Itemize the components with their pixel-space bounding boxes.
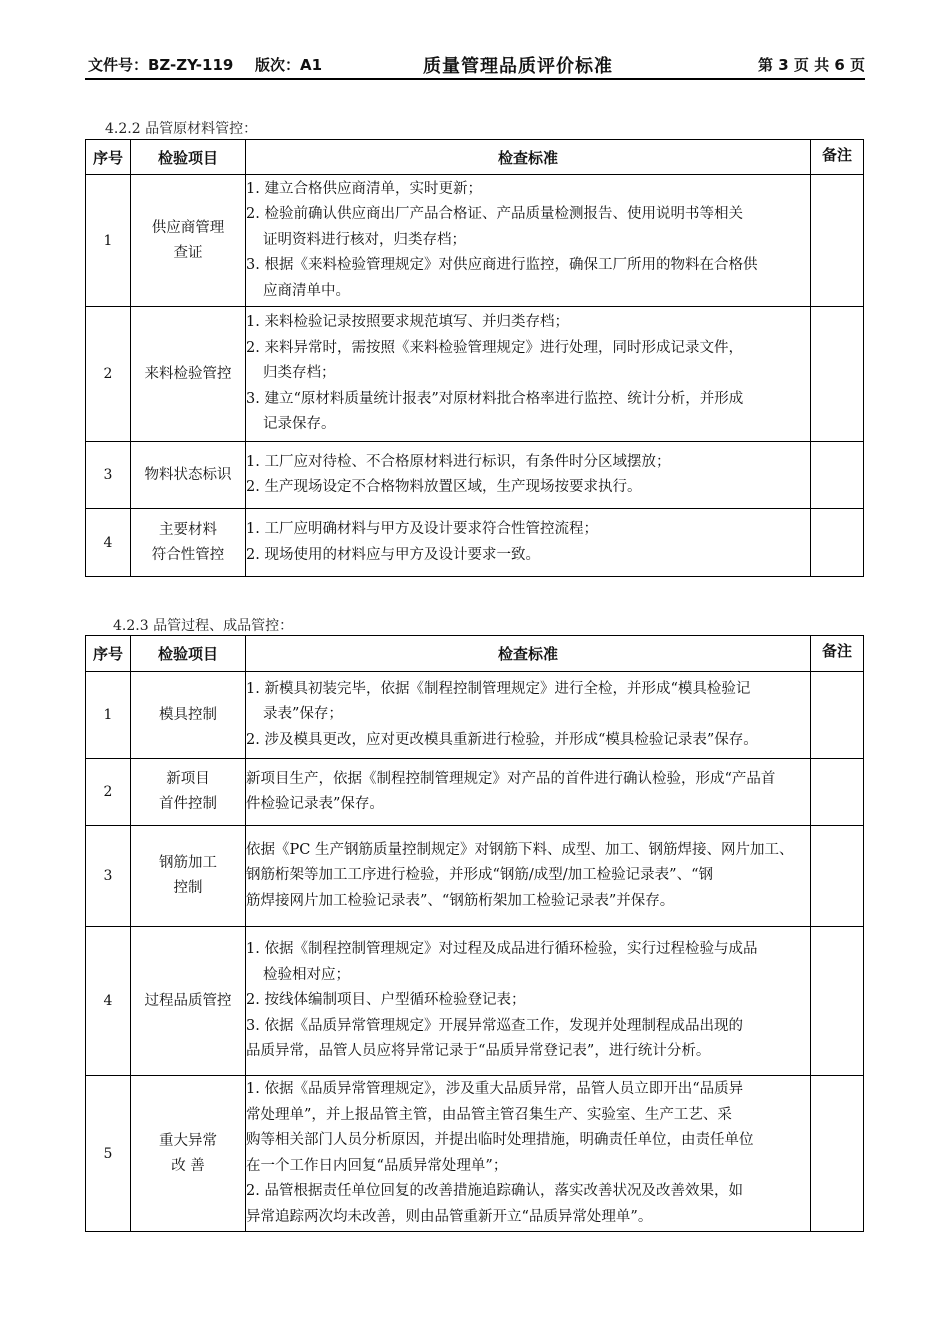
inspection-item-line: 模具控制	[159, 706, 217, 723]
standard-line: 钢筋桁架等加工工序进行检验，并形成“钢筋/成型/加工检验记录表”、“钢	[246, 867, 714, 884]
standard-line: 归类存档；	[263, 365, 336, 382]
inspection-item-line: 供应商管理	[151, 219, 225, 236]
row-number: 3	[86, 442, 131, 509]
standard-line: 2. 来料异常时，需按照《来料检验管理规定》进行处理，同时形成记录文件，	[246, 339, 743, 356]
inspection-item	[131, 927, 246, 1076]
standard-line: 2. 按线体编制项目、户型循环检验登记表；	[246, 992, 526, 1009]
document-title: 质量管理品质评价标准	[423, 56, 613, 77]
row-number: 1	[86, 672, 131, 759]
remark-cell	[811, 175, 864, 307]
inspection-item-line: 控制	[173, 880, 203, 896]
standard-line: 记录保存。	[263, 416, 336, 433]
process-product-table	[85, 635, 864, 1232]
row-number: 1	[86, 175, 131, 307]
row-number: 2	[86, 759, 131, 826]
standard-line: 1. 依据《品质异常管理规定》，涉及重大品质异常，品管人员立即开出“品质异	[246, 1081, 744, 1097]
page-header	[85, 52, 865, 80]
inspection-standard	[246, 927, 811, 1076]
standard-line: 录表”保存；	[263, 706, 343, 723]
remark-cell	[811, 927, 864, 1076]
page-number: 第 3 页 共 6 页	[758, 56, 865, 74]
document-number: 文件号：BZ-ZY-119	[88, 56, 234, 74]
inspection-item-line: 钢筋加工	[159, 855, 217, 871]
inspection-standard	[246, 826, 811, 927]
standard-line: 1. 来料检验记录按照要求规范填写、并归类存档；	[246, 314, 569, 331]
section-title-process-products: 4.2.3 品管过程、成品管控：	[113, 618, 294, 634]
standard-line: 2. 涉及模具更改，应对更改模具重新进行检验，并形成“模具检验记录表”保存。	[246, 731, 758, 748]
standard-line: 购等相关部门人员分析原因，并提出临时处理措施，明确责任单位，由责任单位	[246, 1132, 754, 1148]
standard-line: 1. 新模具初装完毕，依据《制程控制管理规定》进行全检，并形成“模具检验记	[246, 680, 751, 697]
table-body	[86, 672, 864, 1232]
inspection-item-line: 主要材料	[159, 521, 217, 538]
remark-cell	[811, 759, 864, 826]
inspection-item-line: 首件控制	[159, 796, 217, 812]
row-number: 4	[86, 927, 131, 1076]
column-header-item: 检验项目	[131, 636, 246, 672]
inspection-item-line: 查证	[173, 244, 203, 261]
inspection-item-line: 来料检验管控	[144, 365, 232, 382]
remark-cell	[811, 1076, 864, 1232]
remark-cell	[811, 509, 864, 577]
table-row	[86, 442, 864, 509]
inspection-item	[131, 509, 246, 577]
standard-line: 2. 生产现场设定不合格物料放置区域，生产现场按要求执行。	[246, 479, 642, 495]
row-number: 5	[86, 1076, 131, 1232]
standard-line: 1. 工厂应明确材料与甲方及设计要求符合性管控流程；	[246, 521, 598, 537]
inspection-item-line: 重大异常	[159, 1132, 217, 1149]
standard-line: 3. 根据《来料检验管理规定》对供应商进行监控，确保工厂所用的物料在合格供	[246, 257, 758, 274]
standard-line: 件检验记录表”保存。	[246, 796, 384, 812]
table-row	[86, 1076, 864, 1232]
table-row	[86, 175, 864, 307]
inspection-standard	[246, 509, 811, 577]
table-body	[86, 175, 864, 577]
inspection-item-line: 符合性管控	[151, 546, 225, 563]
column-header-item: 检验项目	[131, 140, 246, 175]
standard-line: 在一个工作日内回复“品质异常处理单”；	[246, 1157, 508, 1174]
standard-line: 2. 检验前确认供应商出厂产品合格证、产品质量检测报告、使用说明书等相关	[246, 206, 743, 223]
section-title-raw-materials: 4.2.2 品管原材料管控：	[105, 121, 258, 137]
column-header-remark: 备注	[811, 140, 864, 175]
inspection-item	[131, 759, 246, 826]
column-header-no: 序号	[86, 140, 131, 175]
remark-cell	[811, 307, 864, 442]
row-number: 4	[86, 509, 131, 577]
standard-line: 2. 品管根据责任单位回复的改善措施追踪确认，落实改善状况及改善效果，如	[246, 1183, 743, 1199]
inspection-item-line: 新项目	[166, 771, 210, 787]
standard-line: 常处理单”，并上报品管主管，由品管主管召集生产、实验室、生产工艺、采	[246, 1106, 732, 1123]
standard-line: 证明资料进行核对，归类存档；	[263, 231, 466, 248]
table-header-row	[86, 636, 864, 672]
table-header-row	[86, 140, 864, 175]
inspection-item	[131, 672, 246, 759]
remark-cell	[811, 826, 864, 927]
standard-line: 异常追踪两次均未改善，则由品管重新开立“品质异常处理单”。	[246, 1208, 653, 1225]
column-header-remark: 备注	[811, 636, 864, 672]
standard-line: 2. 现场使用的材料应与甲方及设计要求一致。	[246, 546, 540, 563]
standard-line: 1. 依据《制程控制管理规定》对过程及成品进行循环检验，实行过程检验与成品	[246, 941, 758, 958]
inspection-item	[131, 307, 246, 442]
inspection-item-line: 改 善	[171, 1157, 205, 1174]
remark-cell	[811, 672, 864, 759]
table-row	[86, 826, 864, 927]
inspection-standard	[246, 1076, 811, 1232]
row-number: 2	[86, 307, 131, 442]
standard-line: 3. 依据《品质异常管理规定》开展异常巡查工作，发现并处理制程成品出现的	[246, 1017, 743, 1034]
inspection-standard	[246, 672, 811, 759]
standard-line: 3. 建立“原材料质量统计报表”对原材料批合格率进行监控、统计分析，并形成	[246, 390, 744, 407]
standard-line: 筋焊接网片加工检验记录表”、“钢筋桁架加工检验记录表”并保存。	[246, 892, 675, 909]
inspection-item	[131, 442, 246, 509]
standard-line: 依据《PC 生产钢筋质量控制规定》对钢筋下料、成型、加工、钢筋焊接、网片加工、	[246, 841, 794, 858]
inspection-item	[131, 1076, 246, 1232]
inspection-standard	[246, 442, 811, 509]
inspection-item-line: 物料状态标识	[144, 466, 232, 483]
inspection-item-line: 过程品质管控	[144, 992, 232, 1009]
table-row	[86, 672, 864, 759]
column-header-standard: 检查标准	[246, 140, 811, 175]
table-row	[86, 509, 864, 577]
standard-line: 品质异常，品管人员应将异常记录于“品质异常登记表”，进行统计分析。	[246, 1043, 711, 1060]
row-number: 3	[86, 826, 131, 927]
standard-line: 1. 建立合格供应商清单，实时更新；	[246, 180, 482, 197]
table-row	[86, 927, 864, 1076]
raw-material-table	[85, 139, 864, 577]
document-version: 版次：A1	[255, 56, 323, 74]
inspection-standard	[246, 307, 811, 442]
inspection-item	[131, 175, 246, 307]
inspection-item	[131, 826, 246, 927]
standard-line: 应商清单中。	[263, 282, 350, 299]
standard-line: 1. 工厂应对待检、不合格原材料进行标识，有条件时分区域摆放；	[246, 453, 671, 470]
standard-line: 检验相对应；	[263, 966, 350, 983]
remark-cell	[811, 442, 864, 509]
standard-line: 新项目生产，依据《制程控制管理规定》对产品的首件进行确认检验，形成“产品首	[246, 770, 776, 787]
table-row	[86, 759, 864, 826]
column-header-no: 序号	[86, 636, 131, 672]
inspection-standard	[246, 759, 811, 826]
table-row	[86, 307, 864, 442]
column-header-standard: 检查标准	[246, 636, 811, 672]
inspection-standard	[246, 175, 811, 307]
